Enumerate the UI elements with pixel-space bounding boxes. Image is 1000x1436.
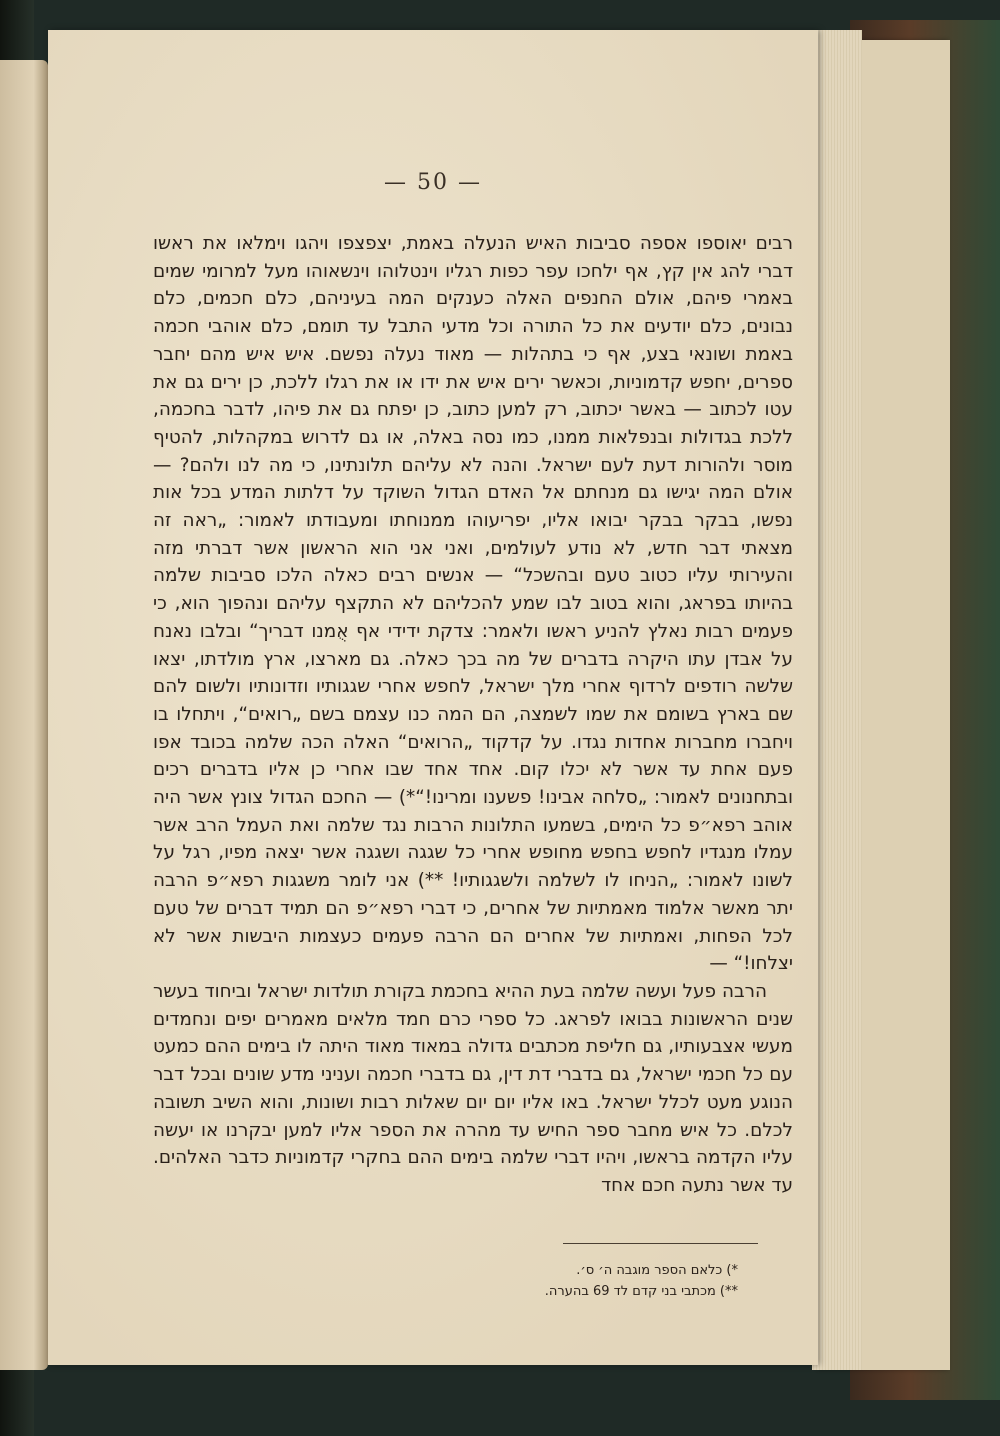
paragraph-1: רבים יאוספו אספה סביבות האיש הנעלה באמת, יצפצפו ויהגו וימלאו את ראשו דברי להג אין קץ, אף ילחכו עפר כפות רגליו וינטלוהו וינשאוהו מעל למרומי שמים באמרי פיהם, אולם החנפים האלה כענקים המה בעיניהם, כלם חכמים, כלם נבונים, כלם יודעים את כל התורה וכל מדעי התבל עד תומם, כלם אוהבי חכמה באמת ושונאי בצע, אף כי בתהלות — מאוד נעלה נפשם. איש איש מהם יחבר ספרים, יחפש קדמוניות, וכאשר ירים איש את ידו או את רגלו ללכת, כן ירים גם את עטו לכתוב — באשר יכתוב, רק למען כתוב, כן יפתח גם את פיהו, לדבר בחכמה, ללכת בגדולות ובנפלאות ממנו, כמו נסה באלה, או גם לדרוש במקהלות, להטיף מוסר ולהורות דעת לעם ישראל. והנה לא עליהם תלונתינו, כי מה לנו ולהם? — אולם המה יגישו גם מנחתם אל האדם הגדול השוקד על דלתות המדע בכל אות נפשו, בבקר בבקר יבואו אליו, יפריעוהו ממנוחתו ומעבודתו לאמור: „ראה זה מצאתי דבר חדש, לא נודע לעולמים, ואני אני הוא הראשון אשר דברתי מזה והעירותי עליו כטוב טעם ובהשכל“ — אנשים רבים כאלה הלכו סביבות שלמה בהיותו בפראג, והוא בטוב לבו שמע להכליהם לא התקצף עליהם ונהפוך הוא, כי פעמים רבות נאלץ להניע ראשו ולאמר: צדקת ידידי אף אֻמנו דבריך“ ובלבו נאנח על אבדן עתו היקרה בדברים של מה בכך כאלה. גם מארצו, ארץ מולדתו, יצאו שלשה רודפים לרדוף אחרי מלך ישראל, לחפש אחרי שגגותיו וזדונותיו ולשום להם שם בארץ בשומם את שמו לשמצה, הם המה כנו עצמם בשם „רואים“, ויתחלו בו ויחברו מחברות אחדות נגדו. על קדקוד „הרואים“ האלה הכה שלמה בכובד אפו פעם אחת עד אשר לא יכלו קום. אחד אחד שבו אחרי כן אליו בדברים רכים ובתחנונים לאמור: „סלחה אבינו! פשענו ומרינו!“*) — החכם הגדול צונץ אשר היה אוהב רפא״פ כל הימים, בשמעו התלונות הרבות נגד שלמה ואת העמל הרב אשר עמלו מנגדיו לחפש בחפש מחופש אחרי כל שגגה ושגגה אשר יצאה מפיו, רגל על לשונו לאמור: „הניחו לו לשלמה ולשגגותיו! **) אני לומר משגגות רפא״פ הרבה יתר מאשר אלמוד מאמתיות של אחרים, כי דברי רפא״פ הם תמיד דברים של טעם לכל הפחות, ואמתיות של אחרים הם הרבה פעמים כעצמות היבשות אשר לא יצלחו!“ — [153,233,793,975]
footnote-divider [563,1243,758,1244]
footnote-1: *) כלאם הספר מוגבה ה׳ ס׳. [576,1263,738,1278]
footnote-2: **) מכתבי בני קדם לד 69 בהערה. [544,1284,738,1299]
book-page [48,30,818,1365]
paragraph-2: הרבה פעל ועשה שלמה בעת ההיא בחכמת בקורת תולדות ישראל וביחוד בעשר שנים הראשונות בבואו לפראג. כל ספרי כרם חמד מלאים מאמרים יפים ונחמדים מעשי אצבעותיו, גם חליפת מכתבים גדולה במאוד מאוד היתה לו בימים ההם כמעט עם כל חכמי ישראל, גם בדברי דת דין, גם בדברי חכמה ועניני מדע שונים ובכל דבר הנוגע מעט לכלל ישראל. באו אליו יום יום שאלות רבות ושונות, והוא השיב תשובה לכלם. כל איש מחבר ספר החיש עד מהרה את הספר אליו למען יבקרנו או יעשה עליו הקדמה בראשו, ויהיו דברי שלמה בימים ההם בחקרי קדמוניות כדבר האלהים. עד אשר נתעה חכם אחד [153,980,793,1196]
body-text [153,230,793,1200]
facing-page-edge [0,60,48,1370]
footnotes [428,1260,738,1302]
page-number: — 50 — [384,170,482,195]
page-edges [812,30,862,1370]
